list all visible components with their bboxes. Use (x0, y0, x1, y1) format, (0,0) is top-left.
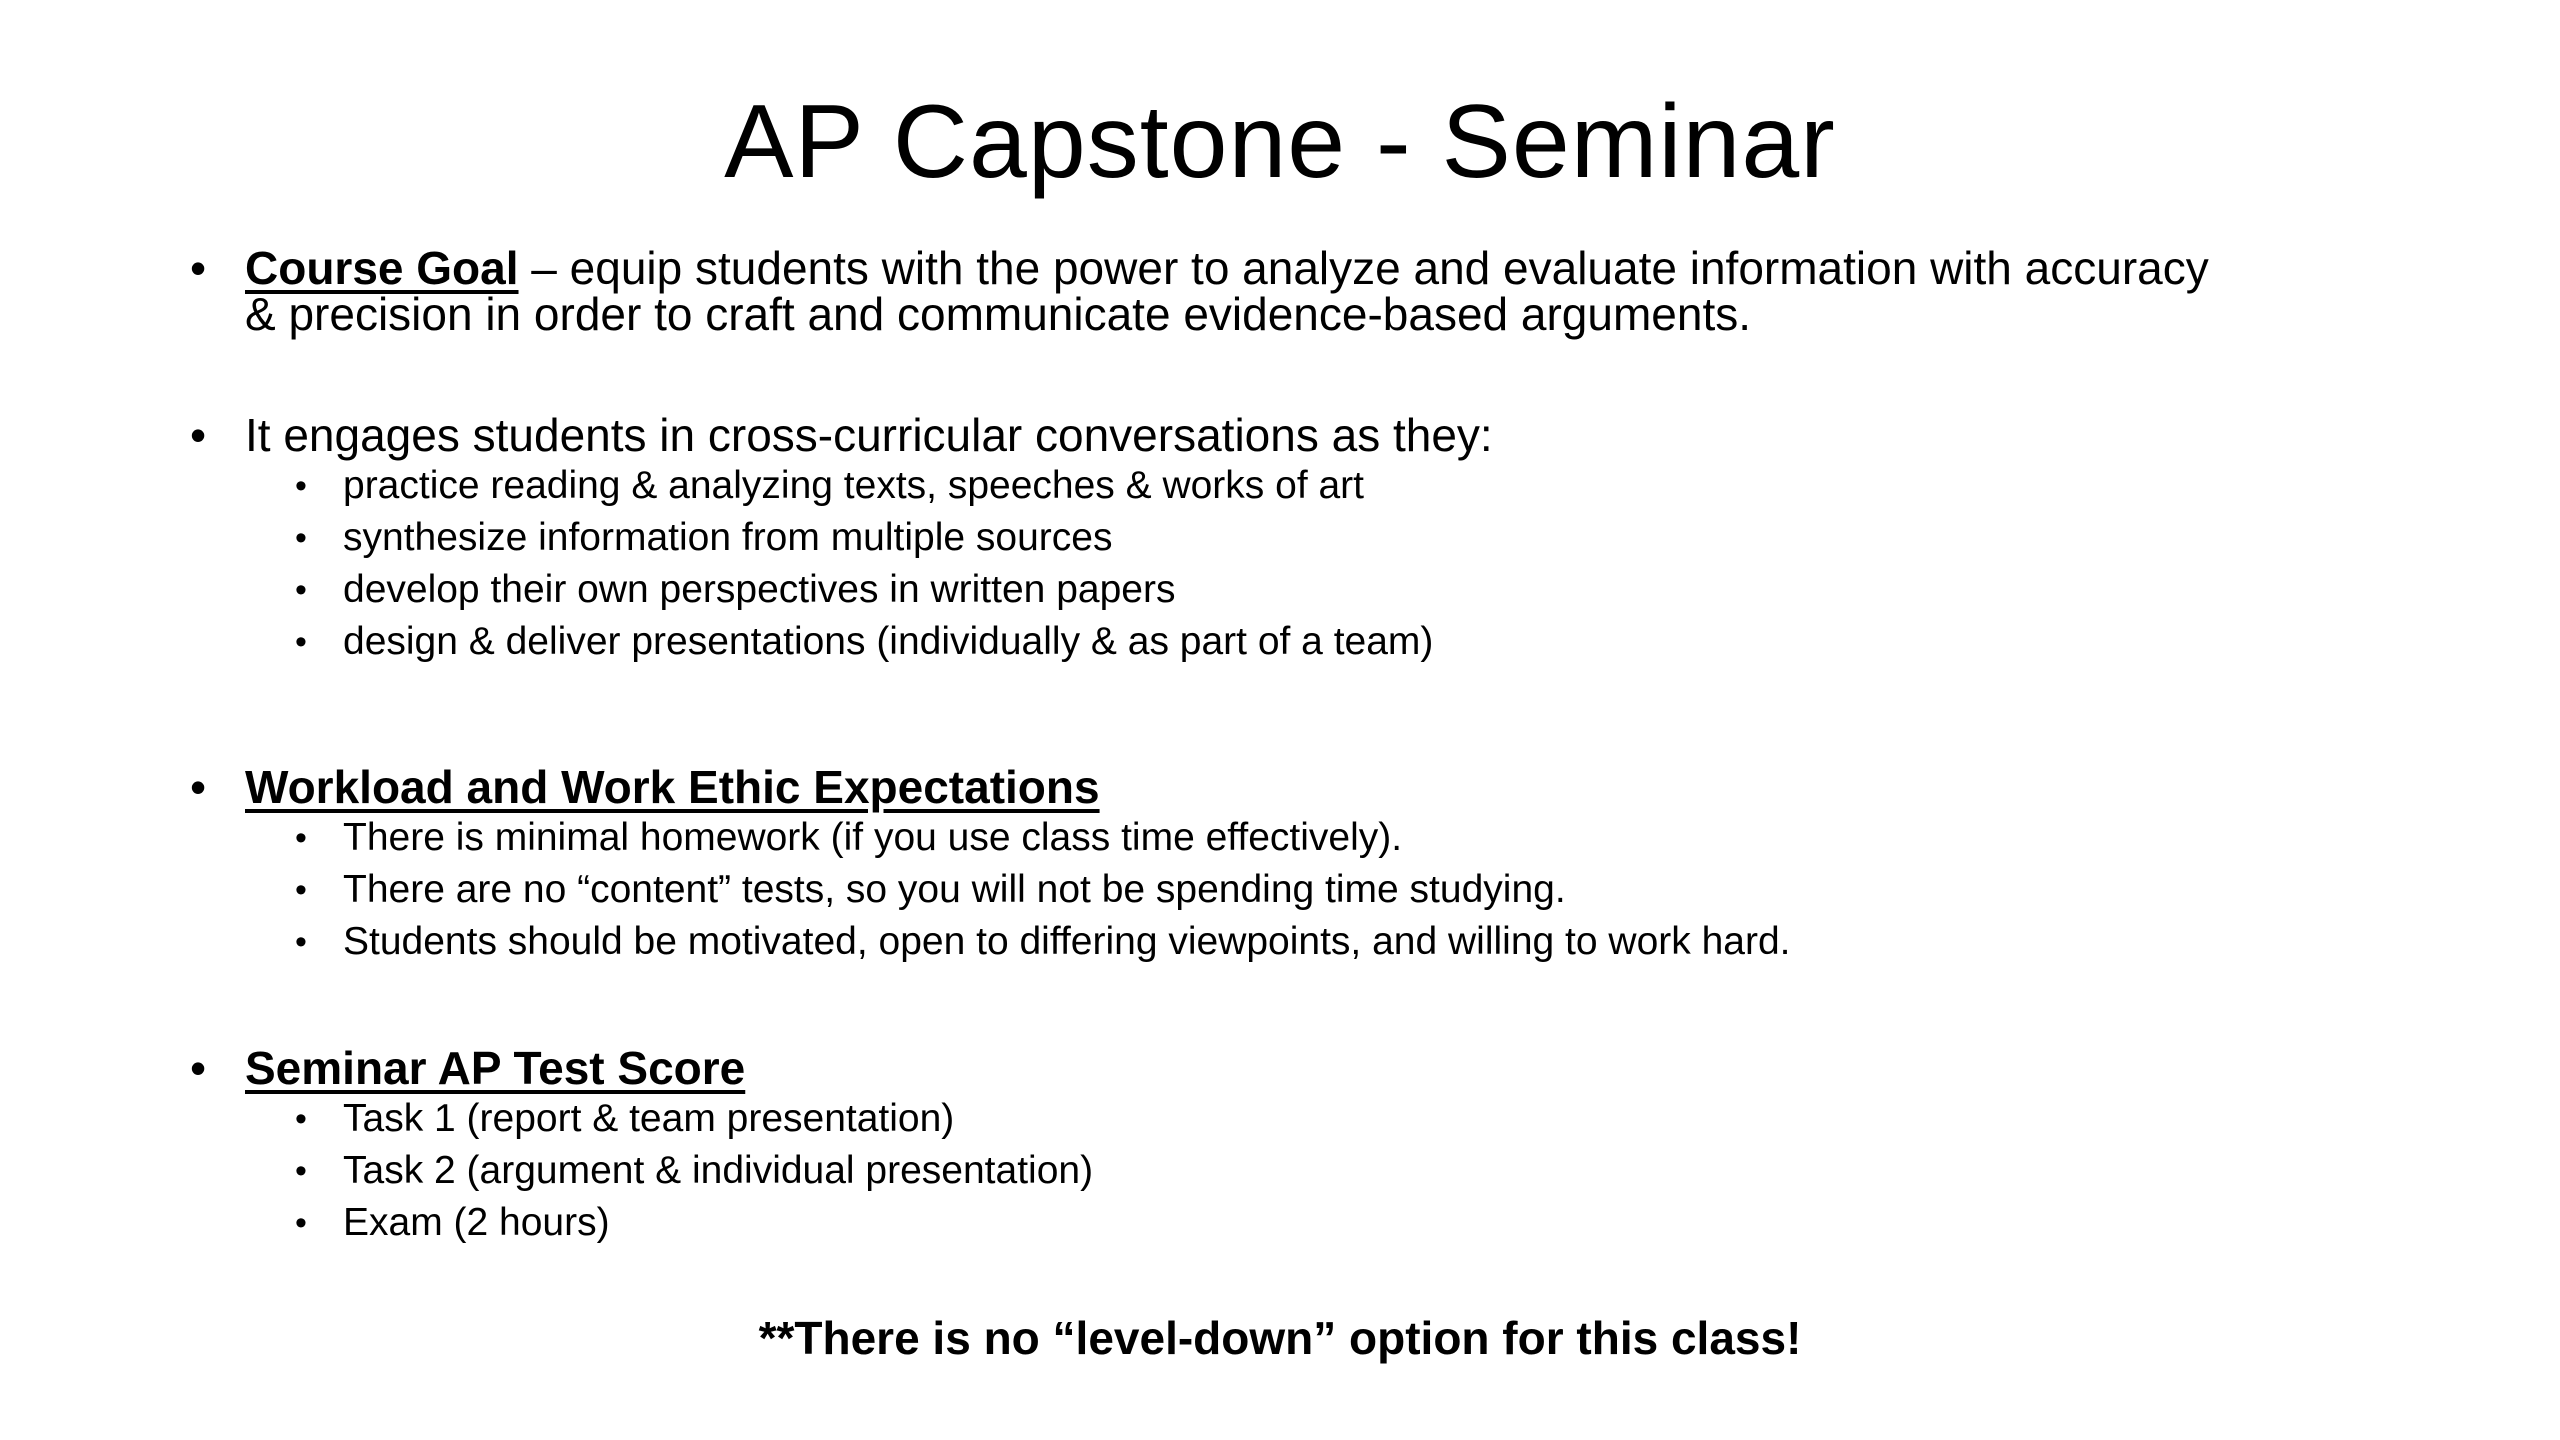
course-goal-text-line2: & precision in order to craft and communicate evidence-based arguments. (245, 288, 1752, 340)
bullet-icon: • (295, 571, 307, 609)
list-item (190, 916, 2410, 968)
list-item-text: develop their own perspectives in written papers (343, 568, 1176, 611)
bullet-icon: • (190, 761, 207, 813)
list-item-text: Exam (2 hours) (343, 1201, 610, 1244)
test-score-list (190, 1093, 2410, 1249)
bullet-icon: • (190, 242, 207, 294)
bullet-icon: • (295, 1204, 307, 1242)
bullet-icon: • (295, 519, 307, 557)
bullet-icon: • (295, 923, 307, 961)
bullet-icon: • (190, 409, 207, 461)
bullet-icon: • (295, 819, 307, 857)
list-item-text: design & deliver presentations (individually & as part of a team) (343, 620, 1434, 663)
list-item (190, 460, 2410, 512)
list-item-text: Task 1 (report & team presentation) (343, 1097, 955, 1140)
workload-list (190, 812, 2410, 968)
list-item-text: There is minimal homework (if you use class time effectively). (343, 816, 1403, 859)
list-item (190, 1145, 2410, 1197)
section-test-score (190, 1043, 2410, 1249)
list-item-text: practice reading & analyzing texts, speeches & works of art (343, 464, 1365, 507)
list-item-text: Task 2 (argument & individual presentation) (343, 1149, 1094, 1192)
course-goal-text-line1: – equip students with the power to analyze and evaluate information with accuracy (518, 242, 2209, 294)
course-goal-bullet (190, 242, 2410, 340)
bullet-icon: • (295, 1152, 307, 1190)
list-item-text: Students should be motivated, open to differing viewpoints, and willing to work hard. (343, 920, 1791, 963)
course-goal-heading: Course Goal (245, 242, 519, 294)
list-item-text: There are no “content” tests, so you will not be spending time studying. (343, 868, 1566, 911)
list-item (190, 564, 2410, 616)
section-workload (190, 762, 2410, 968)
bullet-icon: • (295, 467, 307, 505)
bullet-icon: • (295, 623, 307, 661)
list-item-text: synthesize information from multiple sources (343, 516, 1113, 559)
workload-bullet (190, 762, 2410, 812)
list-item (190, 812, 2410, 864)
engagement-heading: It engages students in cross-curricular conversations as they: (245, 409, 1493, 461)
test-score-bullet (190, 1043, 2410, 1093)
engagement-list (190, 460, 2410, 668)
list-item (190, 864, 2410, 916)
test-score-heading: Seminar AP Test Score (245, 1042, 746, 1094)
list-item (190, 1197, 2410, 1249)
engagement-bullet (190, 410, 2410, 460)
bullet-icon: • (295, 1100, 307, 1138)
bullet-icon: • (190, 1042, 207, 1094)
workload-heading: Workload and Work Ethic Expectations (245, 761, 1100, 813)
section-course-goal (190, 242, 2410, 340)
list-item (190, 1093, 2410, 1145)
section-engagement (190, 410, 2410, 668)
list-item (190, 616, 2410, 668)
slide-title: AP Capstone - Seminar (724, 84, 1836, 200)
bullet-icon: • (295, 871, 307, 909)
footer-note: **There is no “level-down” option for this class! (758, 1312, 1802, 1364)
list-item (190, 512, 2410, 564)
